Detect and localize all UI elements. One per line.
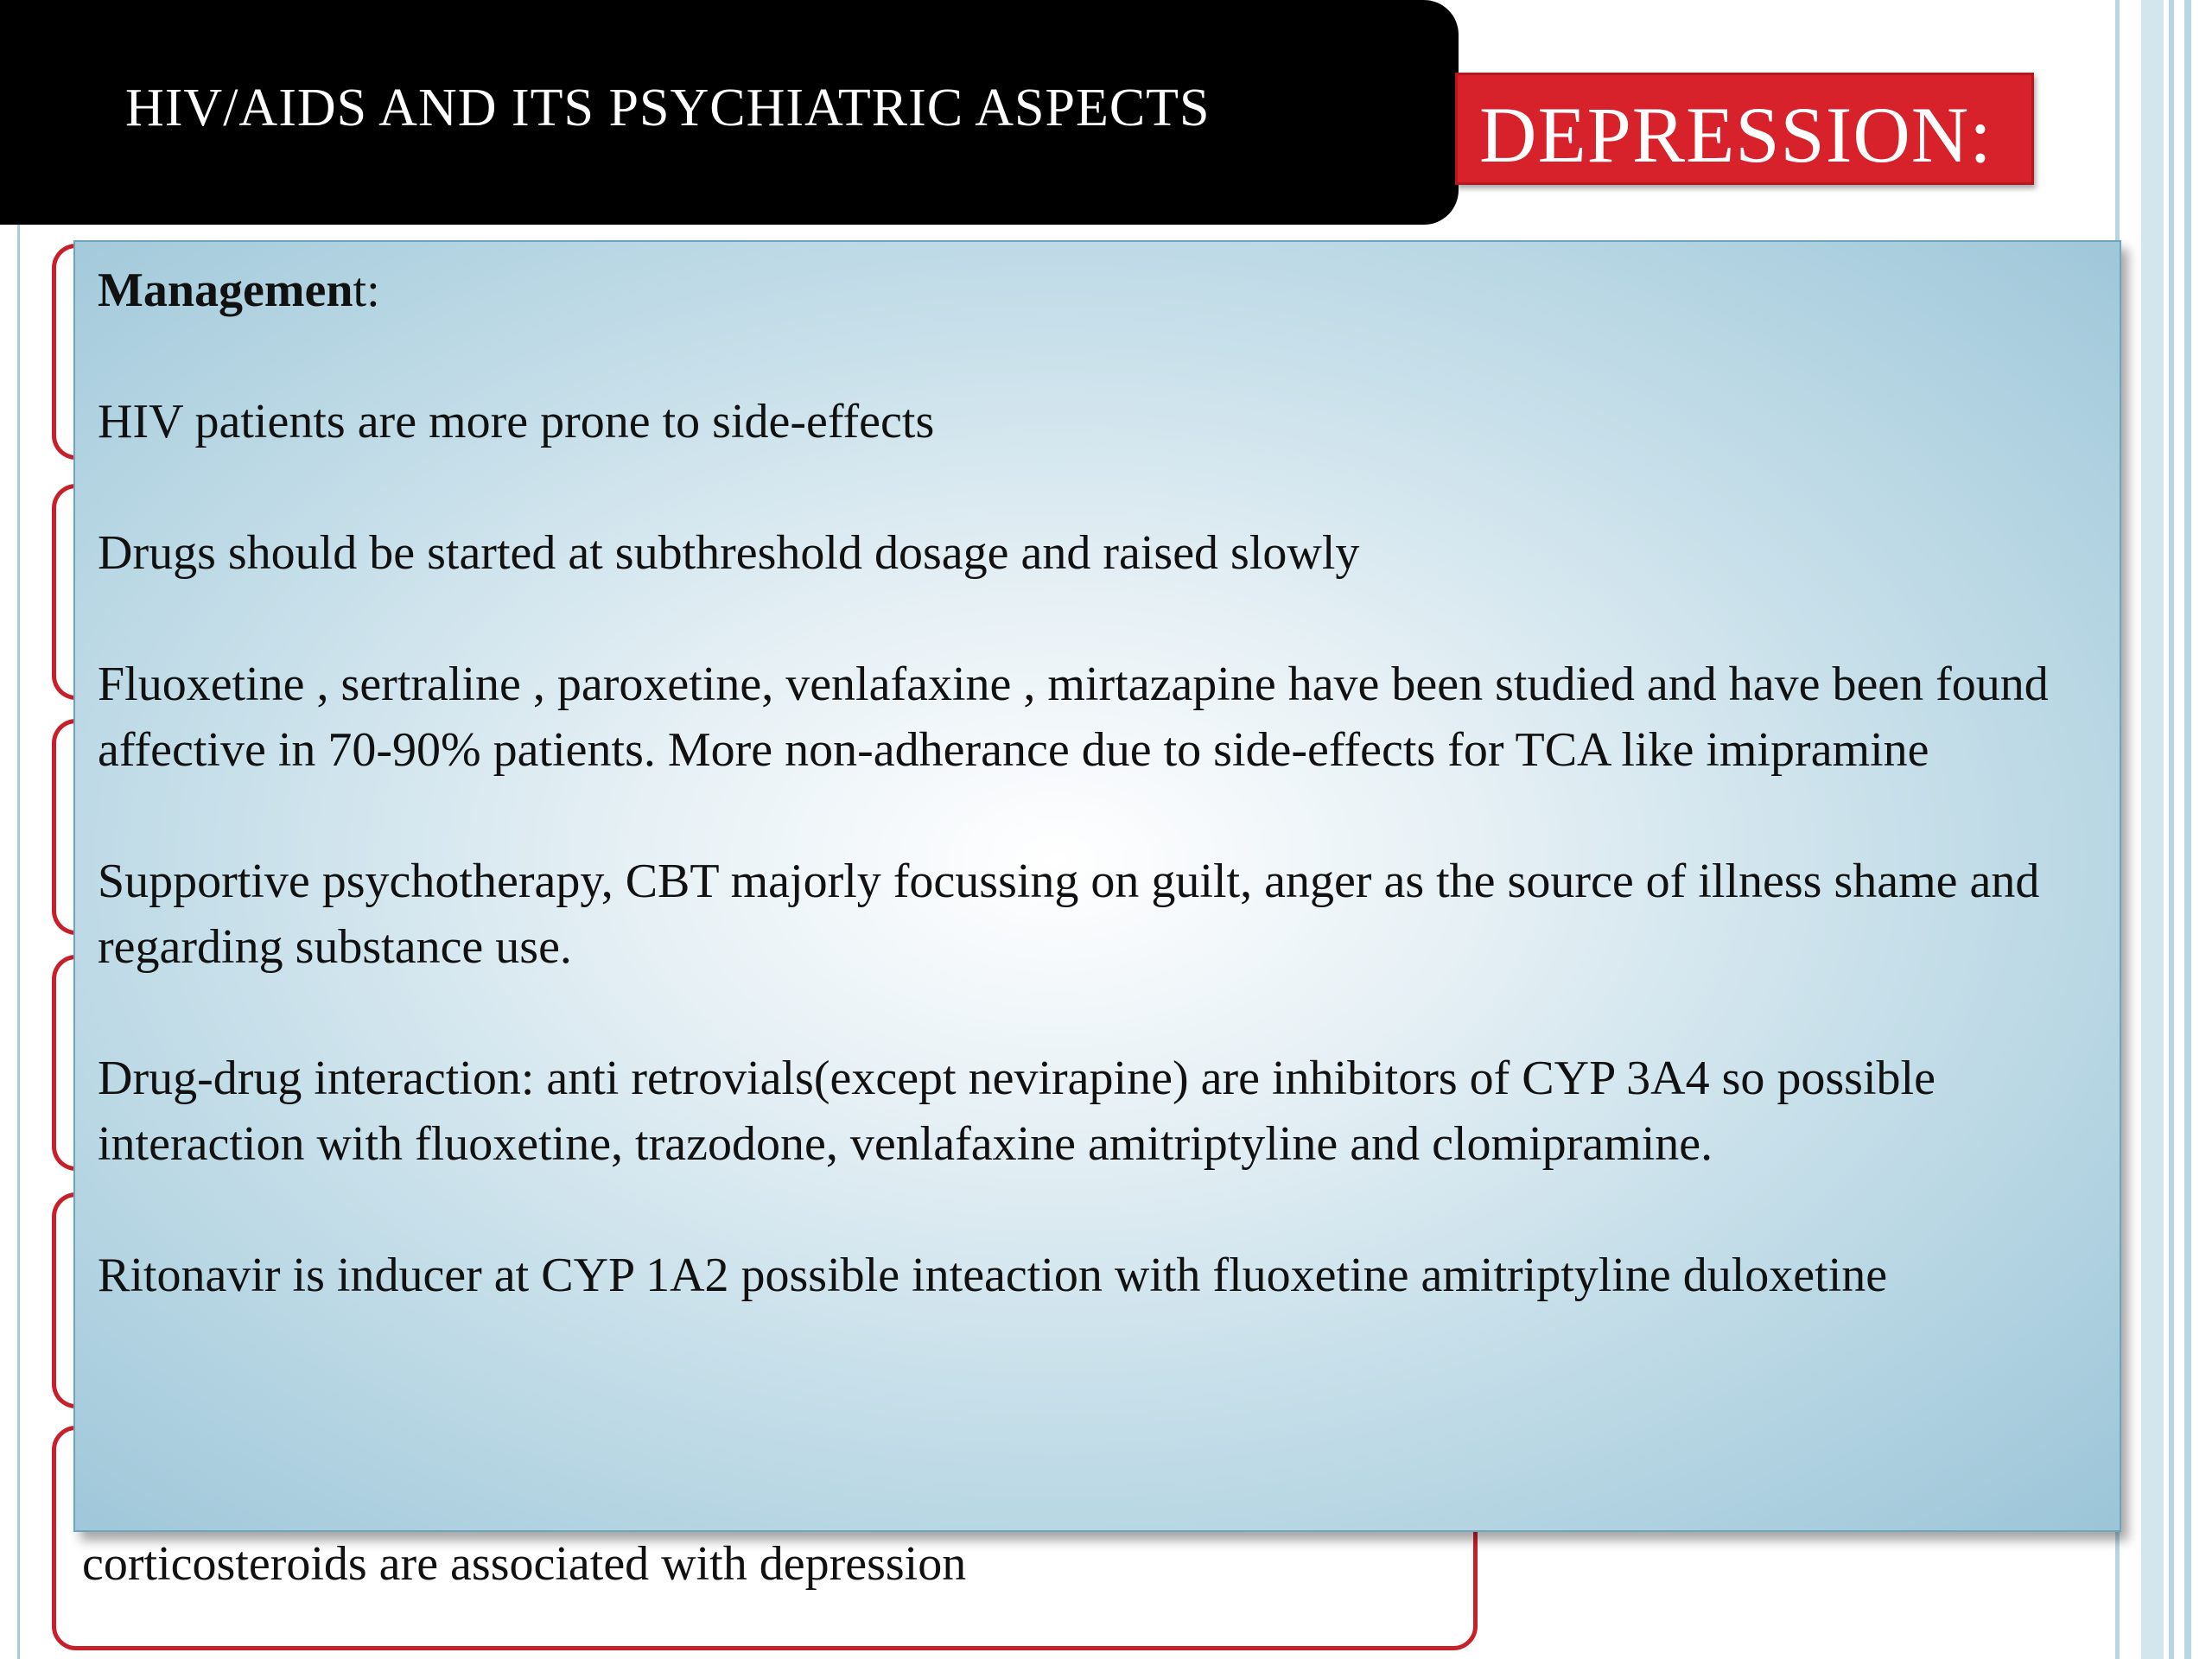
management-paragraph: HIV patients are more prone to side-effects bbox=[98, 395, 935, 448]
slide-title: HIV/AIDS AND ITS PSYCHIATRIC ASPECTS bbox=[125, 79, 1211, 137]
management-paragraph: Drugs should be started at subthreshold dosage and raised slowly bbox=[98, 526, 1360, 580]
decor-stripe bbox=[2141, 0, 2164, 1659]
section-tag bbox=[1455, 73, 2034, 185]
decor-stripe bbox=[2169, 0, 2174, 1659]
management-paragraph: Supportive psychotherapy, CBT majorly focussing on guilt, anger as the source of illness shame and regarding substance use. bbox=[98, 855, 2040, 974]
management-heading bbox=[98, 257, 2085, 323]
management-paragraph: Drug-drug interaction: anti retrovials(except nevirapine) are inhibitors of CYP 3A4 so possible interaction with fluoxetine, trazodone, venlafaxine amitriptyline and clomipramine. bbox=[98, 1052, 1936, 1171]
section-tag-label: DEPRESSION: bbox=[1479, 91, 1993, 179]
decor-stripe bbox=[2184, 0, 2191, 1659]
management-paragraph: Ritonavir is inducer at CYP 1A2 possible inteaction with fluoxetine amitriptyline duloxetine bbox=[98, 1249, 1888, 1302]
slide-title-bar bbox=[0, 0, 1459, 225]
management-heading-rest: t: bbox=[353, 264, 380, 317]
management-paragraph: Fluoxetine , sertraline , paroxetine, venlafaxine , mirtazapine have been studied and have been found affective in 70-90% patients. More non-adherance due to side-effects for TCA like imipramine bbox=[98, 658, 2049, 777]
management-panel bbox=[73, 240, 2121, 1532]
management-content bbox=[98, 257, 2085, 1308]
background-box-text: corticosteroids are associated with depression bbox=[82, 1537, 967, 1591]
decor-left-line bbox=[17, 216, 20, 1659]
management-heading-bold: Managemen bbox=[98, 264, 353, 317]
